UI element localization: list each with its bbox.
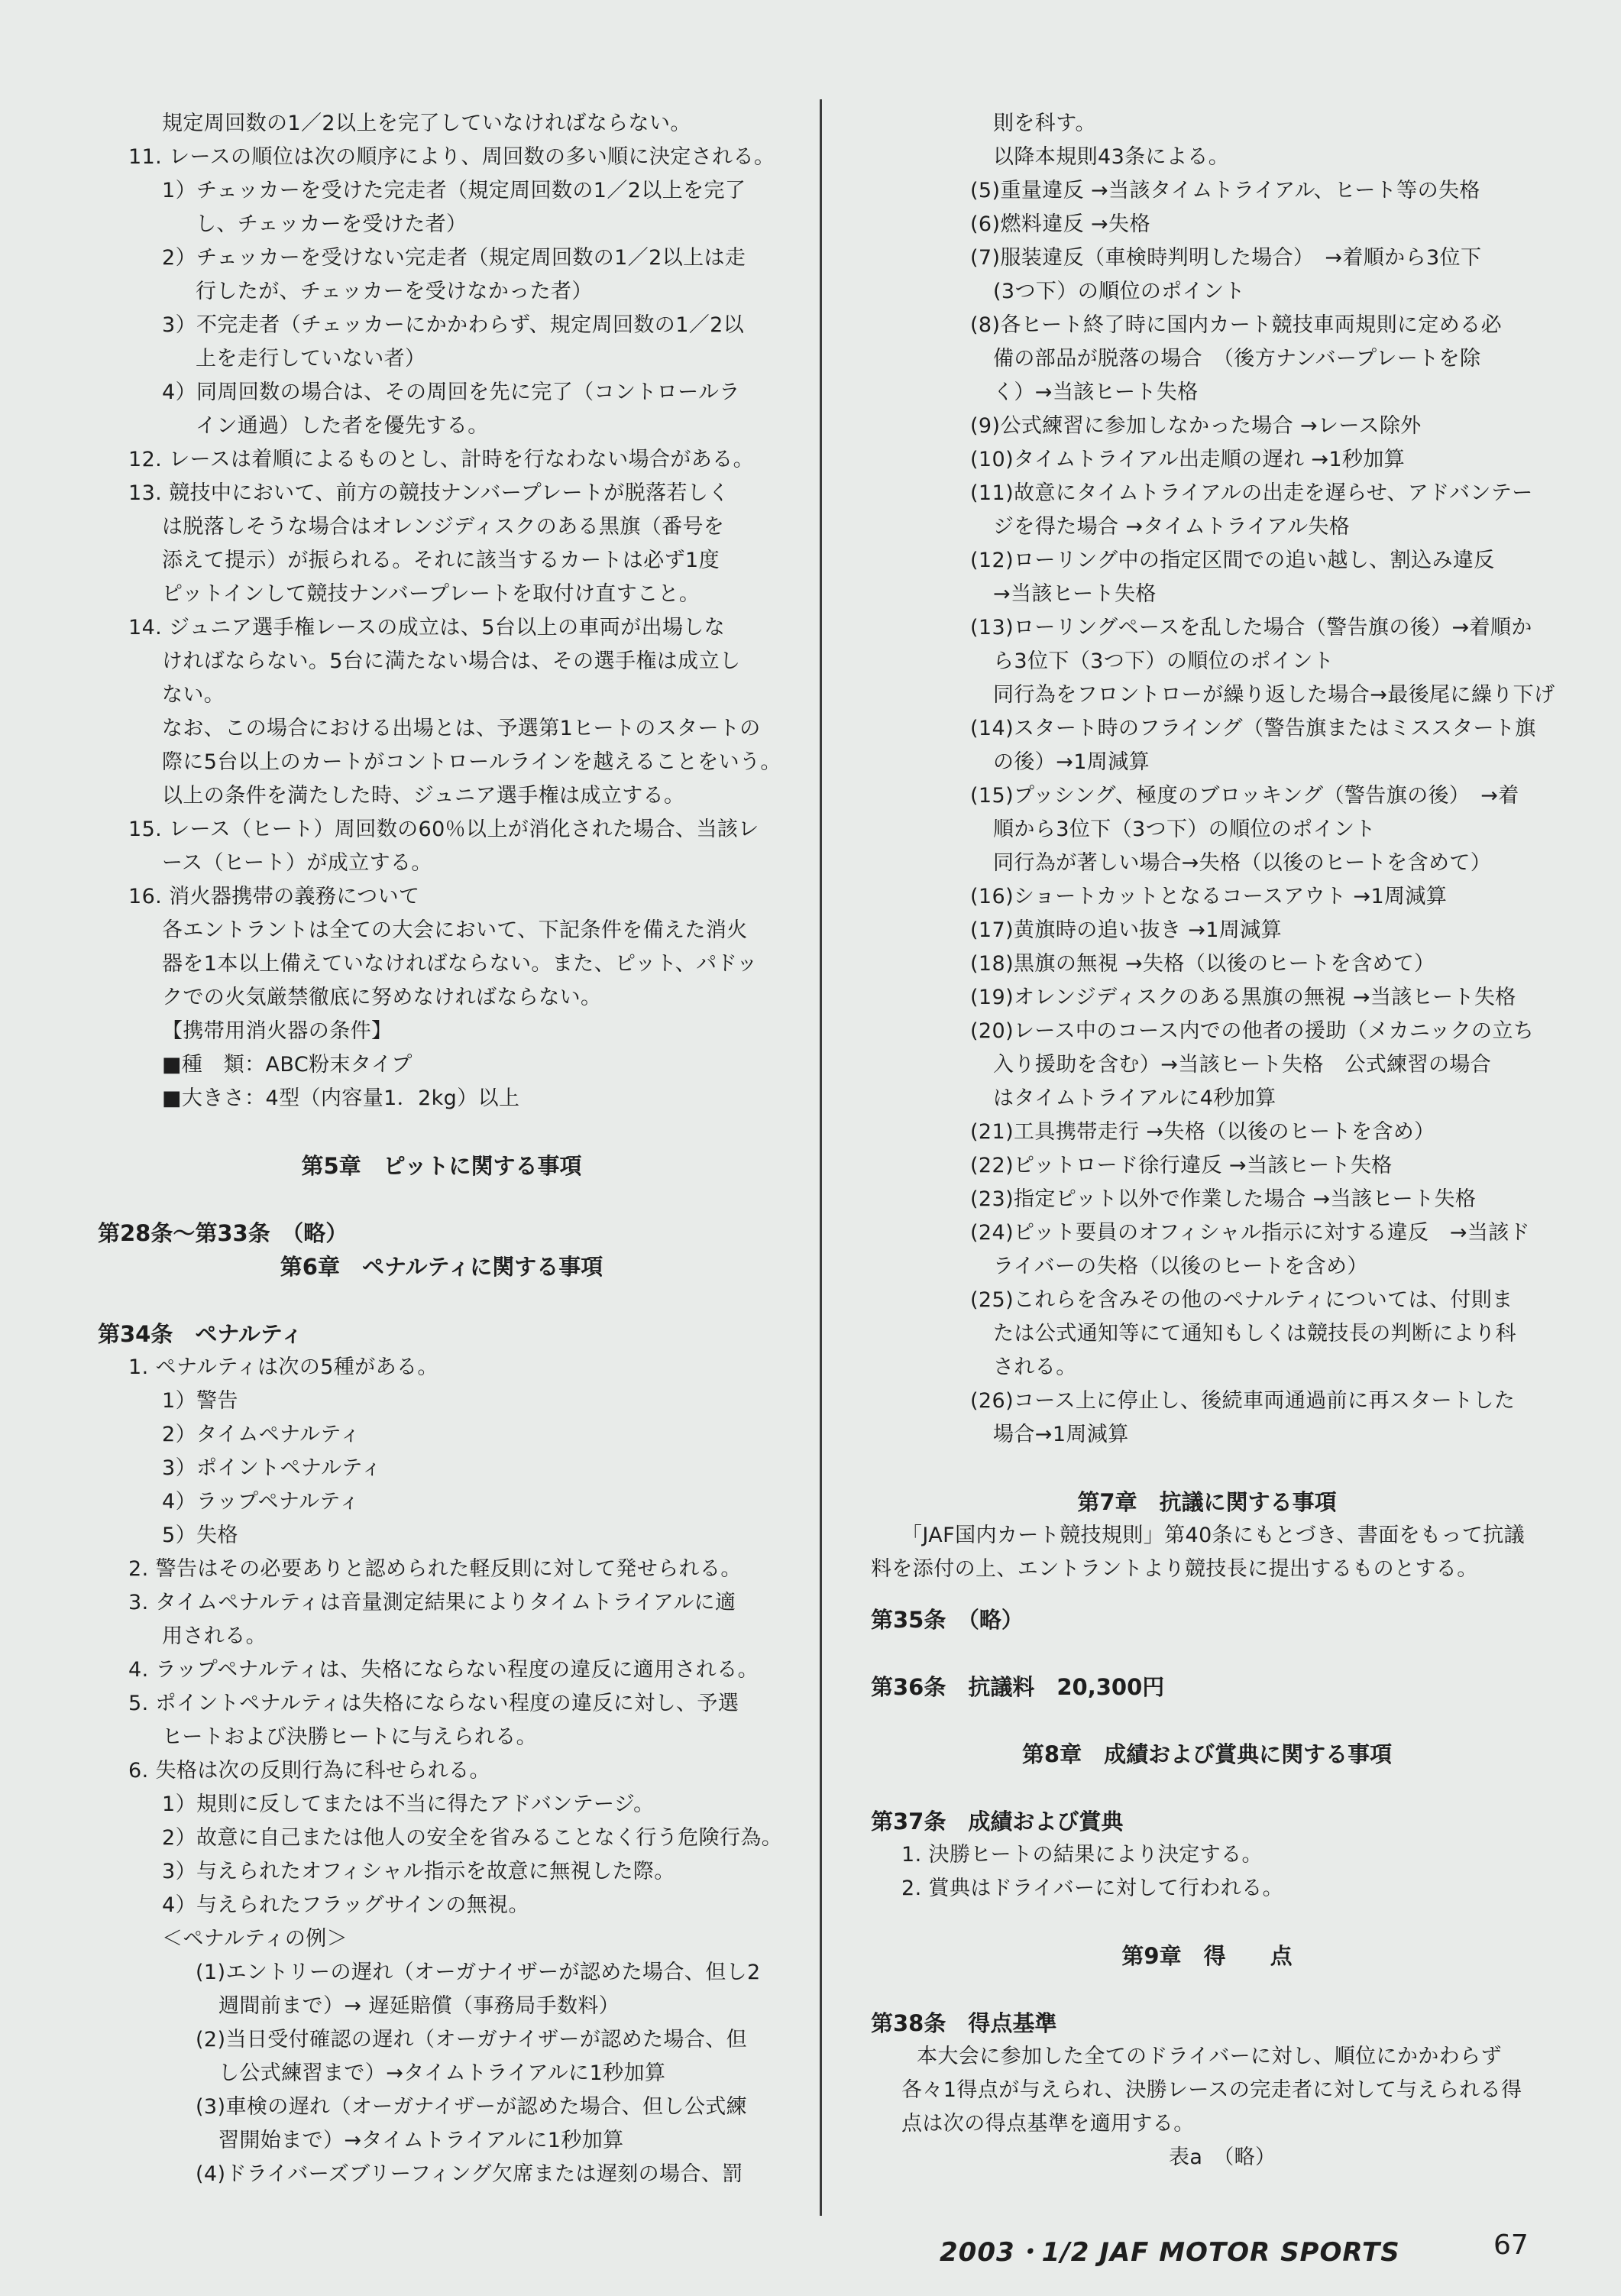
article-heading: 第36条 抗議料 20,300円 xyxy=(871,1674,1165,1700)
text-line: 4. ラップペナルティは、失格にならない程度の違反に適用される。 xyxy=(128,1658,759,1682)
text-line: 1）チェッカーを受けた完走者（規定周回数の1／2以上を完了 xyxy=(162,179,746,202)
text-line: 6. 失格は次の反則行為に科せられる。 xyxy=(128,1759,490,1783)
text-line: クでの火気厳禁徹底に努めなければならない。 xyxy=(162,986,602,1009)
text-line: (12)ローリング中の指定区間での追い越し、割込み違反 xyxy=(970,549,1495,572)
chapter-heading: 第5章 ピットに関する事項 xyxy=(301,1153,582,1179)
text-line: (8)各ヒート終了時に国内カート競技車両規則に定める必 xyxy=(970,313,1502,337)
text-line: 規定周回数の1／2以上を完了していなければならない。 xyxy=(162,112,691,135)
text-line: く）→当該ヒート失格 xyxy=(993,381,1199,404)
text-line: 週間前まで）→ 遅延賠償（事務局手数料） xyxy=(218,1994,620,2018)
text-line: (19)オレンジディスクのある黒旗の無視 →当該ヒート失格 xyxy=(970,986,1516,1009)
spacer xyxy=(98,1116,785,1149)
text-line: ■種 類：ABC粉末タイプ xyxy=(162,1053,413,1077)
text-line: 「JAF国内カート競技規則」第40条にもとづき、書面をもって抗議 xyxy=(901,1524,1526,1547)
text-line: 添えて提示）が振られる。それに該当するカートは必ず1度 xyxy=(162,549,720,572)
text-line: 2. 賞典はドライバーに対して行われる。 xyxy=(901,1877,1283,1900)
text-line: 料を添付の上、エントラントより競技長に提出するものとする。 xyxy=(871,1557,1478,1581)
text-line: 3）与えられたオフィシャル指示を故意に無視した際。 xyxy=(162,1860,675,1883)
text-line: (25)これらを含みその他のペナルティについては、付則ま xyxy=(970,1288,1513,1312)
text-line: 以上の条件を満たした時、ジュニア選手権は成立する。 xyxy=(162,784,685,808)
text-line: (14)スタート時のフライング（警告旗またはミススタート旗 xyxy=(970,717,1536,740)
footer-publication: 2003・1/2 JAF MOTOR SPORTS xyxy=(940,2237,1400,2268)
text-line: (3つ下）の順位のポイント xyxy=(993,280,1245,303)
text-line: 際に5台以上のカートがコントロールラインを越えることをいう。 xyxy=(162,750,781,774)
text-line: 4）同周回数の場合は、その周回を先に完了（コントロールラ xyxy=(162,381,740,404)
text-line: はタイムトライアルに4秒加算 xyxy=(993,1086,1276,1110)
text-line: 1. 決勝ヒートの結果により決定する。 xyxy=(901,1843,1263,1867)
text-line: (5)重量違反 →当該タイムトライアル、ヒート等の失格 xyxy=(970,179,1480,202)
text-line: (21)工具携帯走行 →失格（以後のヒートを含め） xyxy=(970,1120,1435,1144)
text-line: ＜ペナルティの例＞ xyxy=(162,1927,348,1951)
text-line: 備の部品が脱落の場合 （後方ナンバープレートを除 xyxy=(993,347,1481,371)
text-line: し、チェッカーを受けた者） xyxy=(196,212,468,236)
text-line: (7)服装違反（車検時判明した場合） →着順から3位下 xyxy=(970,246,1482,270)
text-line: 各々1得点が与えられ、決勝レースの完走者に対して与えられる得 xyxy=(901,2078,1522,2102)
text-line: 【携帯用消火器の条件】 xyxy=(162,1019,393,1043)
text-line: 本大会に参加した全てのドライバーに対し、順位にかかわらず xyxy=(917,2045,1502,2068)
text-line: (1)エントリーの遅れ（オーガナイザーが認めた場合、但し2 xyxy=(196,1961,761,1984)
article-heading: 第28条～第33条 （略） xyxy=(98,1220,348,1246)
text-line: 3. タイムペナルティは音量測定結果によりタイムトライアルに適 xyxy=(128,1591,736,1614)
chapter-heading: 第7章 抗議に関する事項 xyxy=(1077,1489,1337,1515)
spacer xyxy=(871,1452,1543,1485)
text-line: 4）ラップペナルティ xyxy=(162,1490,361,1514)
article-heading: 第38条 得点基準 xyxy=(871,2010,1057,2036)
text-line: 1）警告 xyxy=(162,1389,238,1413)
text-line: (2)当日受付確認の遅れ（オーガナイザーが認めた場合、但 xyxy=(196,2028,748,2052)
spacer xyxy=(871,1906,1543,1939)
text-line: 1）規則に反してまたは不当に得たアドバンテージ。 xyxy=(162,1792,655,1816)
text-line: 順から3位下（3つ下）の順位のポイント xyxy=(993,818,1376,841)
text-line: →当該ヒート失格 xyxy=(993,582,1157,606)
text-line: は脱落しそうな場合はオレンジディスクのある黒旗（番号を xyxy=(162,515,725,539)
right-column xyxy=(871,107,1555,2175)
text-line: 各エントラントは全ての大会において、下記条件を備えた消火 xyxy=(162,918,748,942)
text-line: 14. ジュニア選手権レースの成立は、5台以上の車両が出場しな xyxy=(128,616,726,640)
article-heading: 第37条 成績および賞典 xyxy=(871,1809,1124,1835)
spacer xyxy=(871,1771,1543,1805)
text-line: 5）失格 xyxy=(162,1524,238,1547)
text-line: (16)ショートカットとなるコースアウト →1周減算 xyxy=(970,885,1448,908)
text-line: (3)車検の遅れ（オーガナイザーが認めた場合、但し公式練 xyxy=(196,2095,748,2119)
text-line: 5. ポイントペナルティは失格にならない程度の違反に対し、予選 xyxy=(128,1692,739,1715)
chapter-heading: 第8章 成績および賞典に関する事項 xyxy=(1021,1741,1393,1767)
left-column xyxy=(98,107,785,2191)
text-line: ければならない。5台に満たない場合は、その選手権は成立し xyxy=(162,649,741,673)
text-line: 表a （略） xyxy=(1169,2145,1276,2169)
text-line: 点は次の得点基準を適用する。 xyxy=(901,2112,1195,2136)
text-line: ない。 xyxy=(162,683,225,707)
chapter-heading: 第6章 ペナルティに関する事項 xyxy=(280,1254,603,1280)
text-line: 同行為をフロントローが繰り返した場合→最後尾に繰り下げ xyxy=(993,683,1555,707)
text-line: 2）チェッカーを受けない完走者（規定周回数の1／2以上は走 xyxy=(162,246,746,270)
text-line: 以降本規則43条による。 xyxy=(993,145,1230,169)
text-line: (20)レース中のコース内での他者の援助（メカニックの立ち xyxy=(970,1019,1535,1043)
text-line: 15. レース（ヒート）周回数の60％以上が消化された場合、当該レ xyxy=(128,818,759,841)
text-line: し公式練習まで）→タイムトライアルに1秒加算 xyxy=(218,2061,666,2085)
text-line: 16. 消火器携帯の義務について xyxy=(128,885,420,908)
text-line: 3）ポイントペナルティ xyxy=(162,1456,383,1480)
text-line: なお、この場合における出場とは、予選第1ヒートのスタートの xyxy=(162,717,761,740)
text-line: たは公式通知等にて通知もしくは競技長の判断により科 xyxy=(993,1322,1516,1346)
text-line: ら3位下（3つ下）の順位のポイント xyxy=(993,649,1335,673)
column-divider xyxy=(820,99,822,2216)
text-line: ライバーの失格（以後のヒートを含め） xyxy=(993,1255,1368,1278)
text-line: ヒートおよび決勝ヒートに与えられる。 xyxy=(162,1725,538,1749)
text-line: (4)ドライバーズブリーフィング欠席または遅刻の場合、罰 xyxy=(196,2162,743,2186)
text-line: イン通過）した者を優先する。 xyxy=(196,414,489,438)
text-line: (10)タイムトライアル出走順の遅れ →1秒加算 xyxy=(970,448,1406,471)
text-line: 3）不完走者（チェッカーにかかわらず、規定周回数の1／2以 xyxy=(162,313,745,337)
text-line: (9)公式練習に参加しなかった場合 →レース除外 xyxy=(970,414,1422,438)
text-line: 4）与えられたフラッグサインの無視。 xyxy=(162,1893,529,1917)
text-line: ■大きさ：4型（内容量1．2kg）以上 xyxy=(162,1086,520,1110)
text-line: (11)故意にタイムトライアルの出走を遅らせ、アドバンテー xyxy=(970,481,1533,505)
text-line: (23)指定ピット以外で作業した場合 →当該ヒート失格 xyxy=(970,1187,1477,1211)
text-line: (26)コース上に停止し、後続車両通過前に再スタートした xyxy=(970,1389,1516,1413)
text-line: 1. ペナルティは次の5種がある。 xyxy=(128,1355,438,1379)
page-number: 67 xyxy=(1493,2230,1529,2261)
text-line: ース（ヒート）が成立する。 xyxy=(162,851,432,875)
text-line: 入り援助を含む）→当該ヒート失格 公式練習の場合 xyxy=(993,1053,1492,1077)
text-line: ピットインして競技ナンバープレートを取付け直すこと。 xyxy=(162,582,700,606)
article-heading: 第34条 ペナルティ xyxy=(98,1321,303,1347)
spacer xyxy=(871,1586,1543,1603)
text-line: 2）タイムペナルティ xyxy=(162,1423,361,1446)
text-line: 場合→1周減算 xyxy=(993,1423,1129,1446)
text-line: 11. レースの順位は次の順序により、周回数の多い順に決定される。 xyxy=(128,145,775,169)
text-line: (17)黄旗時の追い抜き →1周減算 xyxy=(970,918,1283,942)
text-line: 行したが、チェッカーを受けなかった者） xyxy=(196,280,593,303)
text-line: 2）故意に自己または他人の安全を省みることなく行う危険行為。 xyxy=(162,1826,783,1850)
text-line: 12. レースは着順によるものとし、計時を行なわない場合がある。 xyxy=(128,448,754,471)
text-line: 用される。 xyxy=(162,1624,267,1648)
text-line: (18)黒旗の無視 →失格（以後のヒートを含めて） xyxy=(970,952,1435,976)
text-line: (22)ピットロード徐行違反 →当該ヒート失格 xyxy=(970,1154,1393,1177)
article-heading: 第35条 （略） xyxy=(871,1607,1024,1633)
text-line: 同行為が著しい場合→失格（以後のヒートを含めて） xyxy=(993,851,1492,875)
text-line: 13. 競技中において、前方の競技ナンバープレートが脱落若しく xyxy=(128,481,730,505)
text-line: 則を科す。 xyxy=(993,112,1096,135)
text-line: (13)ローリングペースを乱した場合（警告旗の後）→着順か xyxy=(970,616,1532,640)
text-line: 2. 警告はその必要ありと認められた軽反則に対して発せられる。 xyxy=(128,1557,742,1581)
text-line: (15)プッシング、極度のブロッキング（警告旗の後） →着 xyxy=(970,784,1519,808)
spacer xyxy=(98,1183,785,1216)
spacer xyxy=(98,1284,785,1317)
spacer xyxy=(871,1973,1543,2006)
text-line: ジを得た場合 →タイムトライアル失格 xyxy=(993,515,1351,539)
text-line: 習開始まで）→タイムトライアルに1秒加算 xyxy=(218,2129,624,2152)
text-line: (6)燃料違反 →失格 xyxy=(970,212,1150,236)
text-line: 器を1本以上備えていなければならない。また、ピット、パドッ xyxy=(162,952,758,976)
spacer xyxy=(871,1637,1543,1670)
text-line: の後）→1周減算 xyxy=(993,750,1150,774)
spacer xyxy=(871,1704,1543,1737)
text-line: (24)ピット要員のオフィシャル指示に対する違反 →当該ド xyxy=(970,1221,1531,1245)
text-line: 上を走行していない者） xyxy=(196,347,426,371)
chapter-heading: 第9章 得 点 xyxy=(1121,1943,1293,1969)
text-line: される。 xyxy=(993,1355,1077,1379)
